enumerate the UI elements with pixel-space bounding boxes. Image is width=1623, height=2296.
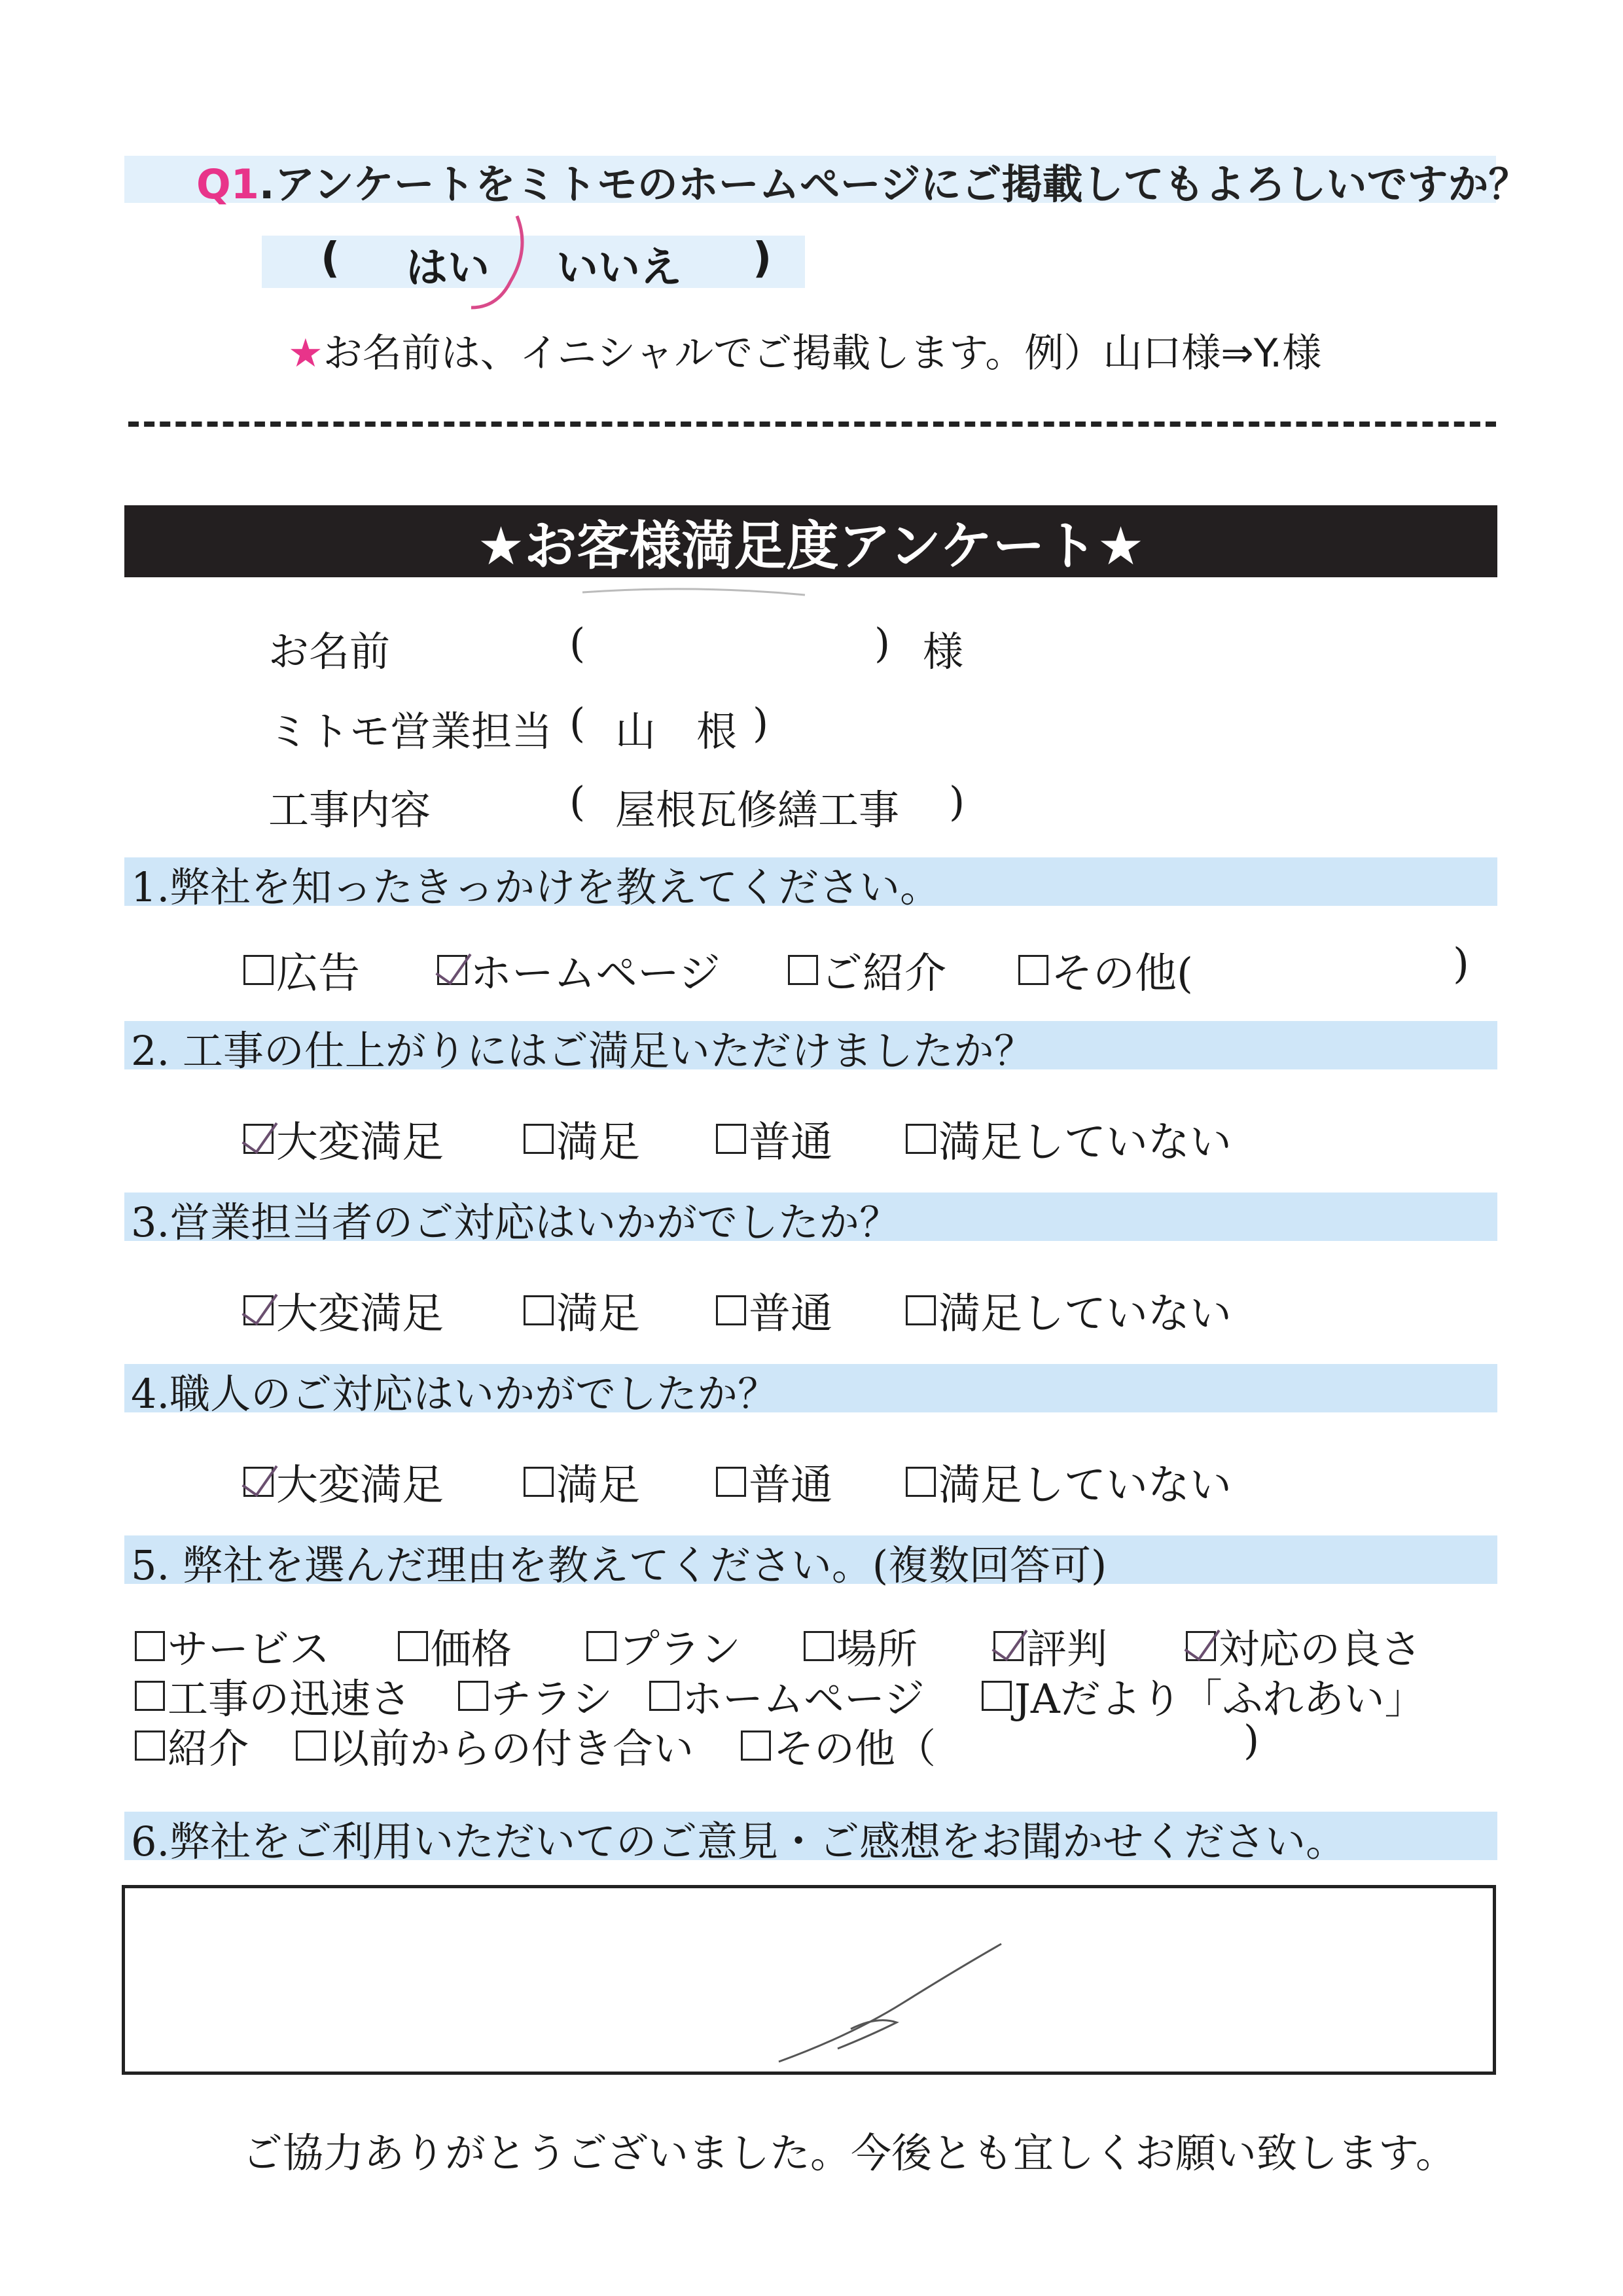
option-label: 評判 [1026,1625,1108,1673]
q4-option[interactable] [716,1452,832,1512]
checkbox[interactable] [524,1124,554,1154]
checkbox[interactable] [716,1295,746,1325]
checkbox[interactable] [243,1467,274,1497]
option-label: チラシ [491,1675,613,1723]
q1-close-paren: ) [753,234,772,283]
option-label: プラン [619,1625,741,1673]
checkbox[interactable] [788,955,818,985]
q1-other-close-paren: ) [1453,940,1469,988]
q1-option-no[interactable]: いいえ [556,244,682,293]
checkbox[interactable] [524,1467,554,1497]
q5-other-close-paren: ) [1243,1716,1260,1764]
checkbox[interactable] [906,1467,936,1497]
question-6-text: 6.弊社をご利用いただいてのご意見・ご感想をお聞かせください。 [131,1818,1347,1865]
option-label: 普通 [749,1290,832,1338]
dashed-divider [128,422,1496,427]
option-label: 大変満足 [276,1119,444,1167]
name-open-paren: ( [569,619,586,667]
checkbox[interactable] [135,1631,165,1661]
option-label: 大変満足 [276,1290,444,1338]
checkbox[interactable] [741,1731,771,1761]
name-label: お名前 [268,628,391,675]
option-label: 広告 [276,950,360,998]
q3-option[interactable] [524,1280,640,1340]
checkbox[interactable] [982,1681,1012,1711]
q2-option[interactable] [716,1109,832,1169]
checkbox[interactable] [649,1681,679,1711]
option-label: 満足 [556,1290,640,1338]
checkbox[interactable] [135,1731,165,1761]
option-label: 大変満足 [276,1462,444,1510]
checkbox[interactable] [135,1681,165,1711]
check-mark-icon [991,1621,1027,1661]
question-3-text: 3.営業担当者のご対応はいかがでしたか？ [131,1198,901,1246]
option-label: 以前からの付き合い [329,1725,694,1772]
name-suffix: 様 [923,628,964,675]
check-mark-icon [435,944,471,985]
question-4-text: 4.職人のご対応はいかがでしたか？ [131,1370,779,1418]
option-label: 普通 [749,1462,832,1510]
check-mark-icon [241,1285,277,1325]
option-label: 満足 [556,1119,640,1167]
option-label: ホームページ [470,950,721,998]
q1-option[interactable] [437,940,721,1000]
checkbox[interactable] [804,1631,834,1661]
q5-option[interactable] [982,1666,1425,1725]
work-open-paren: ( [569,778,586,825]
star-icon: ★ [288,331,323,376]
option-label: 対応の良さ [1219,1625,1422,1673]
option-label: 満足していない [938,1290,1232,1338]
checkbox[interactable] [458,1681,488,1711]
checkbox[interactable] [993,1631,1024,1661]
q1-yes-circle-mark [458,209,537,321]
option-label: 満足 [556,1462,640,1510]
checkbox[interactable] [243,1295,274,1325]
option-label: 場所 [836,1625,918,1673]
q1-label: Q1 [196,160,259,208]
option-label: ご紹介 [821,950,946,998]
checkbox[interactable] [524,1295,554,1325]
checkbox[interactable] [296,1731,326,1761]
option-label: 工事の迅速さ [168,1675,412,1723]
q1-option[interactable] [243,940,360,1000]
option-label: 満足していない [938,1119,1232,1167]
rep-close-paren: ) [753,699,769,747]
check-mark-icon [241,1456,277,1497]
q5-option[interactable] [135,1716,249,1774]
q1-option[interactable] [1018,940,1193,1000]
q1-open-paren: ( [321,234,340,283]
option-label: 満足していない [938,1462,1232,1510]
q1-note [288,322,1321,378]
q3-option[interactable] [243,1280,444,1340]
checkbox[interactable] [437,955,467,985]
title-underline-scribble [576,579,812,605]
check-mark-icon [241,1113,277,1154]
option-label: JAだより「ふれあい」 [1014,1675,1425,1723]
checkbox[interactable] [906,1124,936,1154]
q4-option[interactable] [524,1452,640,1512]
q3-option[interactable] [716,1280,832,1340]
name-close-paren: ) [874,619,891,667]
checkbox[interactable] [906,1295,936,1325]
option-label: サービス [168,1625,330,1673]
option-label: その他（ [774,1725,936,1772]
q4-option[interactable] [906,1452,1232,1512]
checkbox[interactable] [243,955,274,985]
checkbox[interactable] [398,1631,428,1661]
question-1-text: 1.弊社を知ったきっかけを教えてください。 [131,863,941,911]
comment-slash-mark [772,1937,1008,2068]
checkbox[interactable] [1186,1631,1216,1661]
q2-option[interactable] [524,1109,640,1169]
q1-question [196,152,1529,210]
q5-option[interactable] [741,1716,936,1774]
option-label: その他( [1051,950,1193,998]
option-label: 価格 [431,1625,512,1673]
checkbox[interactable] [243,1124,274,1154]
question-2-text: 2. 工事の仕上がりにはご満足いただけましたか？ [131,1027,1035,1075]
q4-option[interactable] [243,1452,444,1512]
question-5-text: 5. 弊社を選んだ理由を教えてください。(複数回答可) [131,1541,1107,1589]
q5-option[interactable] [296,1716,694,1774]
rep-label: ミトモ営業担当 [268,708,553,755]
q1-option-yes[interactable]: はい [406,244,490,293]
rep-open-paren: ( [569,699,586,747]
check-mark-icon [1184,1621,1220,1661]
footer-thanks: ご協力ありがとうございました。今後とも宜しくお願い致します。 [242,2129,1457,2177]
checkbox[interactable] [716,1124,746,1154]
work-label: 工事内容 [268,786,431,834]
survey-title: ★お客様満足度アンケート★ [124,505,1497,577]
q2-option[interactable] [906,1109,1232,1169]
q1-note-text: お名前は、イニシャルでご掲載します。例）山口様⇒Y.様 [323,331,1322,376]
checkbox[interactable] [716,1467,746,1497]
rep-value: 山 根 [615,708,738,755]
option-label: ホームページ [682,1675,925,1723]
q1-question-text: .アンケートをミトモのホームページにご掲載してもよろしいですか？ [259,160,1529,208]
option-label: 紹介 [168,1725,249,1772]
q1-option[interactable] [788,940,946,1000]
option-label: 普通 [749,1119,832,1167]
work-close-paren: ) [949,778,965,825]
checkbox[interactable] [1018,955,1048,985]
work-value: 屋根瓦修繕工事 [615,786,900,834]
q2-option[interactable] [243,1109,444,1169]
q3-option[interactable] [906,1280,1232,1340]
checkbox[interactable] [586,1631,616,1661]
